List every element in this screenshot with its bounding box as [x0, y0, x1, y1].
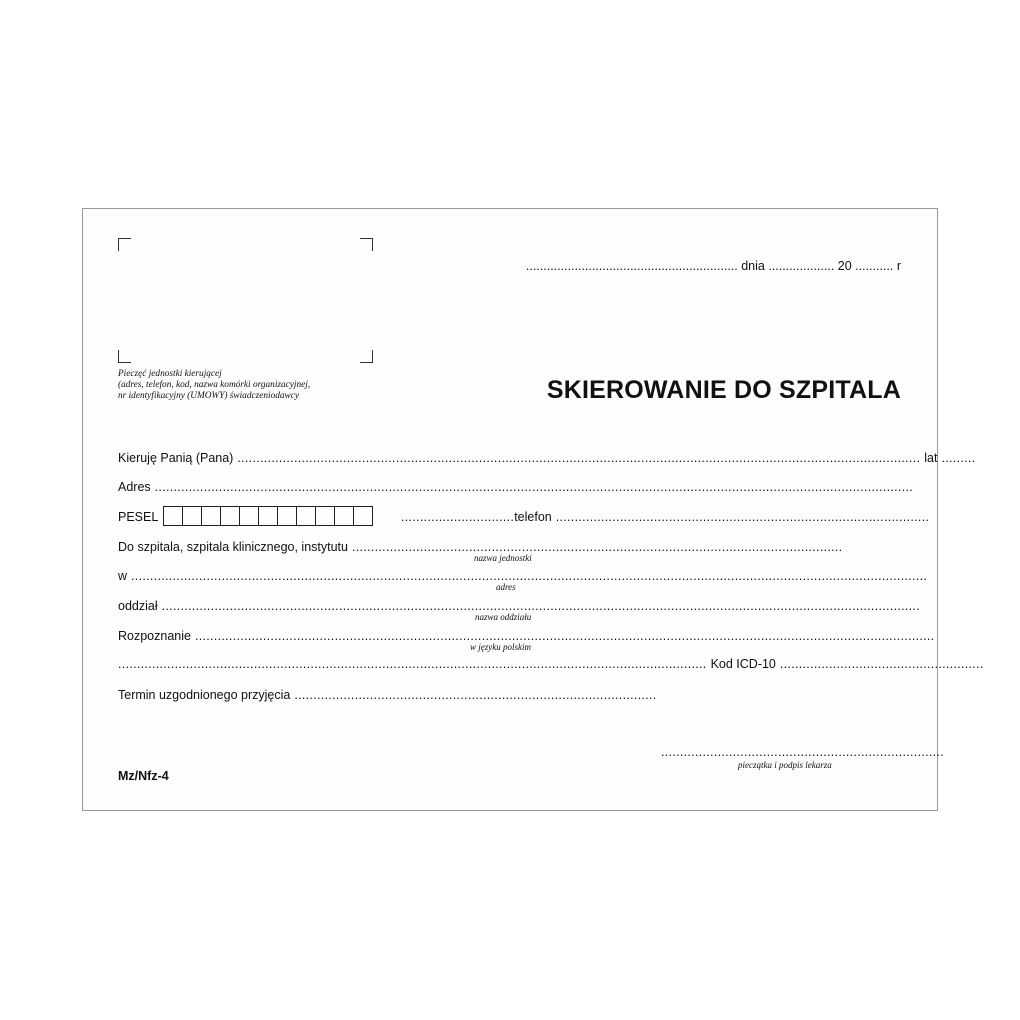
diagnosis-label: Rozpoznanie [118, 629, 191, 643]
icd-code-field[interactable]: ...................................................... [779, 657, 984, 671]
referral-form-sheet [82, 208, 984, 811]
ward-label: oddział [118, 599, 158, 613]
page-title: SKIEROWANIE DO SZPITALA [546, 376, 901, 404]
stamp-caption [118, 369, 310, 402]
stamp-caption-line-1: Pieczęć jednostki kierującej [118, 369, 222, 379]
hospital-caption: nazwa jednostki [474, 553, 532, 563]
patient-label: Kieruję Panią (Pana) [118, 451, 234, 465]
pesel-digit-cell[interactable] [201, 506, 221, 526]
pesel-digit-cell[interactable] [163, 506, 183, 526]
icd-row [118, 657, 984, 671]
phone-field[interactable]: ................................................................................................... [555, 510, 930, 524]
pesel-label: PESEL [118, 510, 159, 524]
age-label: lat [924, 451, 938, 465]
in-field[interactable]: ................................................................................................................................................................................................................... [131, 569, 928, 583]
in-row [118, 569, 928, 583]
hospital-row [118, 541, 898, 554]
term-label: Termin uzgodnionego przyjęcia [118, 688, 291, 702]
in-label: w [118, 569, 128, 583]
diagnosis-caption: w języku polskim [470, 642, 531, 652]
hospital-label: Do szpitala, szpitala klinicznego, instytutu [118, 540, 348, 554]
pesel-digit-cell[interactable] [258, 506, 278, 526]
pesel-boxes[interactable] [163, 506, 372, 526]
stamp-caption-line-3: nr identyfikacyjny (UMOWY) świadczeniodawcy [118, 391, 299, 401]
form-code: Mz/Nfz-4 [118, 769, 169, 783]
diagnosis-continuation-field[interactable]: ............................................................................................................................................................ [118, 657, 707, 671]
pesel-digit-cell[interactable] [353, 506, 373, 526]
diagnosis-row [118, 629, 935, 643]
pesel-digit-cell[interactable] [296, 506, 316, 526]
phone-row [401, 510, 930, 524]
pesel-digit-cell[interactable] [277, 506, 297, 526]
stamp-corner-bottom-right [360, 350, 373, 363]
age-field[interactable]: ......... [941, 451, 976, 465]
ward-field[interactable]: ......................................................................................................................................................................................................... [161, 599, 920, 613]
stamp-caption-line-2: (adres, telefon, kod, nazwa komórki organizacyjnej, [118, 380, 311, 390]
signature-field[interactable]: ........................................................................... [661, 745, 944, 759]
diagnosis-field[interactable]: .................................................................................................................................................................................................... [194, 629, 935, 643]
stamp-corner-bottom-left [118, 350, 131, 363]
ward-caption: nazwa oddziału [475, 612, 532, 622]
patient-name-field[interactable]: ..................................................................................................................................................................................... [237, 451, 921, 465]
stamp-corner-top-left [118, 238, 131, 251]
date-line[interactable]: ............................................................. dnia ................... 20 ........... r [525, 259, 901, 273]
pesel-digit-cell[interactable] [182, 506, 202, 526]
stamp-corner-top-right [360, 238, 373, 251]
pesel-digit-cell[interactable] [315, 506, 335, 526]
pesel-digit-cell[interactable] [220, 506, 240, 526]
address-label: Adres [118, 480, 151, 494]
term-field[interactable]: ................................................................................................ [294, 688, 657, 702]
patient-row [118, 451, 976, 465]
pesel-digit-cell[interactable] [334, 506, 354, 526]
in-caption: adres [496, 582, 516, 592]
signature-caption: pieczątka i podpis lekarza [738, 760, 832, 770]
address-field[interactable]: ......................................................................................................................................................................................................... [154, 480, 914, 494]
ward-row [118, 599, 920, 613]
phone-label: telefon [514, 510, 552, 524]
hospital-field[interactable]: .................................................................................................................................. [351, 540, 843, 554]
term-row [118, 688, 657, 702]
pesel-digit-cell[interactable] [239, 506, 259, 526]
icd-label: Kod ICD-10 [710, 657, 776, 671]
pesel-trailing-field[interactable]: .............................. [401, 510, 515, 524]
address-row [118, 480, 914, 494]
